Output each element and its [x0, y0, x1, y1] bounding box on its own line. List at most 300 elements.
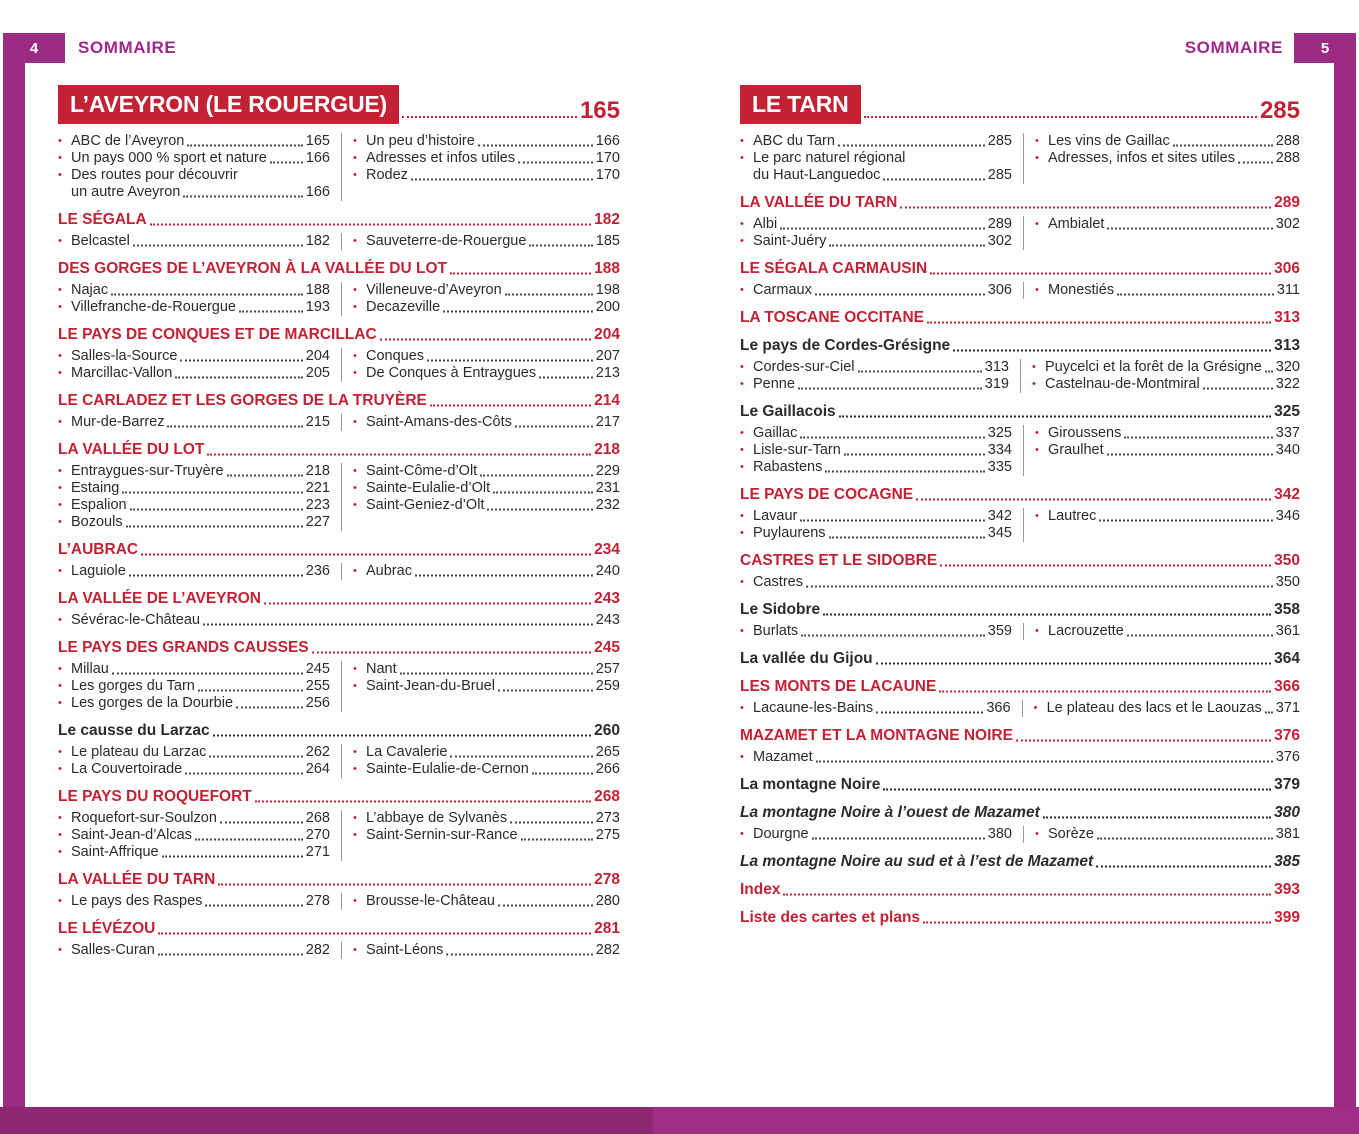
- dotted-leader: [510, 822, 593, 824]
- dotted-leader: [498, 905, 593, 907]
- entry-column-right: [341, 282, 620, 316]
- dotted-leader: [900, 207, 1271, 209]
- toc-entry: [1035, 508, 1300, 525]
- section-title: LE LÉVÉZOU: [58, 920, 156, 937]
- entry-page: 285: [987, 167, 1012, 183]
- dotted-leader: [205, 905, 302, 907]
- toc-entry-block: [740, 749, 1300, 766]
- dotted-leader: [213, 735, 592, 737]
- footer-bar-right: [653, 1107, 1359, 1134]
- dotted-leader: [312, 652, 591, 654]
- bullet-icon: •: [1035, 284, 1039, 296]
- toc-entry: [353, 563, 620, 580]
- toc-entry: [58, 365, 330, 382]
- section-title: LE PAYS DE CONQUES ET DE MARCILLAC: [58, 326, 377, 343]
- toc-entry: [58, 661, 330, 678]
- dotted-leader: [539, 377, 593, 379]
- toc-entry: [58, 133, 330, 150]
- bullet-icon: •: [58, 895, 62, 907]
- entry-label: Lacaune-les-Bains: [753, 700, 874, 716]
- dotted-leader: [838, 145, 985, 147]
- dotted-leader: [218, 884, 591, 886]
- bullet-icon: •: [1035, 152, 1039, 164]
- toc-entry: [353, 744, 620, 761]
- toc-entry-block: [58, 233, 620, 250]
- entry-label: La Couvertoirade: [71, 761, 183, 777]
- section-header: [58, 210, 620, 229]
- toc-entry: [1035, 133, 1300, 150]
- entry-column-left: [740, 425, 1023, 476]
- entry-column-right: [341, 893, 620, 910]
- toc-entry: [353, 761, 620, 778]
- bullet-icon: •: [740, 702, 744, 714]
- bullet-icon: •: [740, 444, 744, 456]
- bullet-icon: •: [1035, 444, 1039, 456]
- entry-page: 257: [595, 661, 620, 677]
- entry-label: Roquefort-sur-Soulzon: [71, 810, 217, 826]
- dotted-leader: [380, 339, 591, 341]
- entry-label: Giroussens: [1048, 425, 1122, 441]
- entry-label: Sorèze: [1048, 826, 1094, 842]
- entry-label: Sauveterre-de-Rouergue: [366, 233, 527, 249]
- entry-page: 223: [305, 497, 330, 513]
- toc-entry: [353, 942, 620, 959]
- toc-entry-continuation: [740, 167, 1012, 184]
- entry-page: 193: [305, 299, 330, 315]
- toc-entry: [740, 216, 1012, 233]
- dotted-leader: [812, 838, 985, 840]
- dotted-leader: [180, 360, 302, 362]
- entry-column-right: [1020, 359, 1300, 393]
- toc-entry: [353, 827, 620, 844]
- section-page: 385: [1274, 853, 1300, 870]
- section-page: 380: [1274, 804, 1300, 821]
- toc-entry: [58, 744, 330, 761]
- dotted-leader: [1043, 817, 1271, 819]
- bullet-icon: •: [353, 746, 357, 758]
- entry-page: 322: [1275, 376, 1300, 392]
- chapter-page: 165: [579, 97, 620, 124]
- entry-page: 264: [305, 761, 330, 777]
- entry-label: Graulhet: [1048, 442, 1104, 458]
- entry-page: 275: [595, 827, 620, 843]
- dotted-leader: [1203, 388, 1273, 390]
- bullet-icon: •: [353, 482, 357, 494]
- bullet-icon: •: [353, 284, 357, 296]
- section-title: Le Gaillacois: [740, 403, 836, 420]
- toc-entry-block: [740, 508, 1300, 542]
- section-title: LA VALLÉE DU TARN: [58, 871, 216, 888]
- entry-page: 319: [984, 376, 1009, 392]
- toc-entry-block: [58, 282, 620, 316]
- section-title: Index: [740, 881, 781, 898]
- bullet-icon: •: [58, 499, 62, 511]
- dotted-leader: [518, 162, 593, 164]
- dotted-leader: [220, 822, 303, 824]
- entry-page: 273: [595, 810, 620, 826]
- section-page: 289: [1274, 194, 1300, 211]
- entry-column-right: [1022, 700, 1300, 717]
- toc-entry: [58, 282, 330, 299]
- entry-page: 231: [595, 480, 620, 496]
- toc-entry: [58, 827, 330, 844]
- entry-label: Saint-Côme-d’Olt: [366, 463, 478, 479]
- toc-entry: [58, 761, 330, 778]
- section-page: 364: [1274, 650, 1300, 667]
- dotted-leader: [515, 426, 593, 428]
- entry-label: Lavaur: [753, 508, 798, 524]
- section-header: [740, 726, 1300, 745]
- section-header: [740, 402, 1300, 421]
- entry-page: 270: [305, 827, 330, 843]
- entry-column-left: [740, 133, 1023, 184]
- bullet-icon: •: [740, 576, 744, 588]
- section-header: [740, 880, 1300, 899]
- entry-page: 236: [305, 563, 330, 579]
- entry-label: Saint-Affrique: [71, 844, 159, 860]
- section-title: MAZAMET ET LA MONTAGNE NOIRE: [740, 727, 1013, 744]
- dotted-leader: [183, 196, 302, 198]
- bullet-icon: •: [353, 763, 357, 775]
- right-page-number-badge: 5: [1294, 33, 1356, 63]
- bullet-icon: •: [58, 516, 62, 528]
- entry-column-left: [58, 282, 341, 316]
- section-header: [58, 638, 620, 657]
- bullet-icon: •: [58, 169, 62, 181]
- section-header: [740, 803, 1300, 822]
- toc-entry: [740, 459, 1012, 476]
- dotted-leader: [783, 894, 1271, 896]
- bullet-icon: •: [58, 465, 62, 477]
- left-accent-bar: [3, 33, 25, 1134]
- toc-entry: [58, 480, 330, 497]
- entry-label: Villefranche-de-Rouergue: [71, 299, 236, 315]
- entry-label: Marcillac-Vallon: [71, 365, 173, 381]
- entry-page: 188: [305, 282, 330, 298]
- entry-page: 166: [595, 133, 620, 149]
- toc-entry-block: [58, 133, 620, 201]
- section-title: L’AUBRAC: [58, 541, 139, 558]
- toc-entry: [58, 150, 330, 167]
- entry-page: 271: [305, 844, 330, 860]
- toc-entry: [58, 497, 330, 514]
- entry-page: 232: [595, 497, 620, 513]
- entry-label: Les gorges du Tarn: [71, 678, 195, 694]
- section-title: LE CARLADEZ ET LES GORGES DE LA TRUYÈRE: [58, 392, 427, 409]
- entry-page: 380: [987, 826, 1012, 842]
- entry-column-right: [1023, 623, 1300, 640]
- dotted-leader: [806, 586, 1273, 588]
- entry-page: 207: [595, 348, 620, 364]
- section-title: LES MONTS DE LACAUNE: [740, 678, 937, 695]
- dotted-leader: [1127, 635, 1273, 637]
- entry-column-right: [341, 133, 620, 201]
- entry-column-left: [58, 810, 341, 861]
- section-header: [58, 259, 620, 278]
- bullet-icon: •: [1035, 828, 1039, 840]
- entry-page: 243: [595, 612, 620, 628]
- bullet-icon: •: [58, 416, 62, 428]
- toc-entry: [58, 514, 330, 531]
- toc-entry: [58, 810, 330, 827]
- section-page: 268: [594, 788, 620, 805]
- entry-label: Sainte-Eulalie-de-Cernon: [366, 761, 529, 777]
- toc-entry: [353, 480, 620, 497]
- dotted-leader: [1097, 838, 1273, 840]
- entry-label: Bozouls: [71, 514, 123, 530]
- bullet-icon: •: [353, 301, 357, 313]
- entry-label: Le plateau du Larzac: [71, 744, 207, 760]
- entry-column-left: [58, 563, 341, 580]
- entry-page: 200: [595, 299, 620, 315]
- section-page: 376: [1274, 727, 1300, 744]
- toc-entry: [353, 414, 620, 431]
- entry-label: Saint-Léons: [366, 942, 444, 958]
- section-title: La montagne Noire: [740, 776, 881, 793]
- entry-page: 289: [987, 216, 1012, 232]
- dotted-leader: [800, 520, 984, 522]
- dotted-leader: [158, 933, 591, 935]
- left-page-number-badge: 4: [3, 33, 65, 63]
- dotted-leader: [236, 707, 303, 709]
- dotted-leader: [150, 224, 591, 226]
- bullet-icon: •: [58, 763, 62, 775]
- entry-label: Les gorges de la Dourbie: [71, 695, 234, 711]
- entry-label: De Conques à Entraygues: [366, 365, 537, 381]
- entry-column-right: [341, 744, 620, 778]
- bullet-icon: •: [740, 218, 744, 230]
- entry-page: 205: [305, 365, 330, 381]
- bullet-icon: •: [58, 680, 62, 692]
- section-page: 393: [1274, 881, 1300, 898]
- entry-column-left: [740, 216, 1023, 250]
- entry-page: 165: [305, 133, 330, 149]
- dotted-leader: [487, 509, 592, 511]
- entry-label: Saint-Amans-des-Côts: [366, 414, 512, 430]
- toc-entry: [353, 661, 620, 678]
- entry-page: 320: [1275, 359, 1300, 375]
- entry-label: Sévérac-le-Château: [71, 612, 200, 628]
- entry-page: 302: [987, 233, 1012, 249]
- dotted-leader: [158, 954, 303, 956]
- section-header: [740, 336, 1300, 355]
- bullet-icon: •: [58, 846, 62, 858]
- section-page: 260: [594, 722, 620, 739]
- bullet-icon: •: [1031, 378, 1036, 390]
- toc-entry: [740, 749, 1300, 766]
- section-title: LA VALLÉE DU TARN: [740, 194, 898, 211]
- entry-page: 334: [987, 442, 1012, 458]
- toc-entry-block: [58, 893, 620, 910]
- bullet-icon: •: [353, 135, 357, 147]
- bullet-icon: •: [353, 235, 357, 247]
- section-page: 243: [594, 590, 620, 607]
- entry-column-right: [341, 233, 620, 250]
- dotted-leader: [1099, 520, 1272, 522]
- section-page: 182: [594, 211, 620, 228]
- dotted-leader: [1265, 712, 1273, 714]
- toc-entry: [353, 150, 620, 167]
- toc-entry: [740, 150, 1012, 167]
- section-header: [740, 649, 1300, 668]
- section-title: LA VALLÉE DU LOT: [58, 441, 205, 458]
- dotted-leader: [498, 690, 593, 692]
- entry-label: Decazeville: [366, 299, 441, 315]
- toc-entry: [1035, 282, 1300, 299]
- entry-column-left: [58, 942, 341, 959]
- chapter-title: LE TARN: [740, 85, 861, 124]
- toc-entry-block: [740, 133, 1300, 184]
- chapter-header: [740, 85, 1300, 124]
- entry-page: 346: [1275, 508, 1300, 524]
- toc-entry-block: [58, 348, 620, 382]
- entry-label: Adresses et infos utiles: [366, 150, 516, 166]
- entry-column-left: [740, 623, 1023, 640]
- toc-entry-block: [740, 574, 1300, 591]
- toc-entry: [740, 826, 1012, 843]
- bullet-icon: •: [58, 350, 62, 362]
- dotted-leader: [829, 245, 984, 247]
- entry-label: Le parc naturel régional: [753, 150, 906, 166]
- entry-page: 227: [305, 514, 330, 530]
- entry-column-left: [58, 414, 341, 431]
- toc-entry: [740, 508, 1012, 525]
- bullet-icon: •: [353, 465, 357, 477]
- toc-entry: [58, 463, 330, 480]
- section-header: [58, 721, 620, 740]
- toc-entry: [58, 942, 330, 959]
- toc-entry: [58, 678, 330, 695]
- bullet-icon: •: [58, 697, 62, 709]
- dotted-leader: [864, 116, 1257, 118]
- entry-page: 215: [305, 414, 330, 430]
- entry-page: 282: [305, 942, 330, 958]
- toc-entry-block: [740, 282, 1300, 299]
- dotted-leader: [883, 179, 984, 181]
- toc-entry-block: [740, 700, 1300, 717]
- toc-entry-block: [740, 623, 1300, 640]
- dotted-leader: [185, 773, 303, 775]
- toc-entry-block: [740, 826, 1300, 843]
- toc-entry: [353, 348, 620, 365]
- toc-entry: [353, 497, 620, 514]
- dotted-leader: [430, 405, 591, 407]
- entry-page: 302: [1275, 216, 1300, 232]
- dotted-leader: [1124, 437, 1272, 439]
- toc-entry: [1035, 216, 1300, 233]
- bullet-icon: •: [353, 499, 357, 511]
- entry-label: L’abbaye de Sylvanès: [366, 810, 508, 826]
- section-page: 234: [594, 541, 620, 558]
- toc-entry: [58, 167, 330, 184]
- toc-entry: [740, 700, 1011, 717]
- section-header: [58, 325, 620, 344]
- entry-column-left: [58, 661, 341, 712]
- section-title: Le pays de Cordes-Grésigne: [740, 337, 951, 354]
- entry-page: 280: [595, 893, 620, 909]
- section-page: 399: [1274, 909, 1300, 926]
- entry-column-right: [1023, 216, 1300, 250]
- toc-entry: [740, 425, 1012, 442]
- chapter-page: 285: [1259, 97, 1300, 124]
- entry-label: Ambialet: [1048, 216, 1105, 232]
- bullet-icon: •: [58, 829, 62, 841]
- section-header: [740, 775, 1300, 794]
- entry-page: 306: [987, 282, 1012, 298]
- dotted-leader: [883, 789, 1271, 791]
- bullet-icon: •: [1033, 702, 1038, 714]
- entry-label: Penne: [753, 376, 795, 392]
- page-left-toc: [58, 85, 620, 961]
- bullet-icon: •: [740, 461, 744, 473]
- dotted-leader: [443, 311, 593, 313]
- section-title: Liste des cartes et plans: [740, 909, 921, 926]
- entry-column-right: [1023, 425, 1300, 476]
- dotted-leader: [141, 554, 591, 556]
- bullet-icon: •: [1035, 135, 1039, 147]
- dotted-leader: [829, 537, 985, 539]
- bullet-icon: •: [740, 152, 744, 164]
- entry-column-right: [341, 942, 620, 959]
- entry-column-left: [740, 359, 1020, 393]
- section-header: [58, 440, 620, 459]
- dotted-leader: [876, 663, 1271, 665]
- dotted-leader: [402, 116, 577, 118]
- toc-entry-block: [740, 359, 1300, 393]
- entry-page: 256: [305, 695, 330, 711]
- entry-label: Mazamet: [753, 749, 813, 765]
- entry-label: Mur-de-Barrez: [71, 414, 165, 430]
- entry-label: Estaing: [71, 480, 120, 496]
- entry-column-right: [1023, 826, 1300, 843]
- toc-entry-continuation: [58, 184, 330, 201]
- section-title: LE PAYS DES GRANDS CAUSSES: [58, 639, 309, 656]
- dotted-leader: [227, 475, 303, 477]
- toc-entry: [58, 414, 330, 431]
- entry-page: 265: [595, 744, 620, 760]
- entry-page: 337: [1275, 425, 1300, 441]
- dotted-leader: [446, 954, 592, 956]
- entry-label: Lacrouzette: [1048, 623, 1124, 639]
- dotted-leader: [126, 526, 303, 528]
- entry-page: 311: [1276, 282, 1300, 298]
- section-page: 204: [594, 326, 620, 343]
- section-page: 245: [594, 639, 620, 656]
- toc-entry: [58, 233, 330, 250]
- toc-entry: [1032, 376, 1300, 393]
- bullet-icon: •: [353, 680, 357, 692]
- entry-label: Puylaurens: [753, 525, 826, 541]
- toc-entry: [58, 612, 620, 629]
- dotted-leader: [927, 322, 1271, 324]
- entry-label: Nant: [366, 661, 397, 677]
- bullet-icon: •: [58, 301, 62, 313]
- entry-column-right: [341, 463, 620, 531]
- dotted-leader: [876, 712, 983, 714]
- section-page: 313: [1274, 337, 1300, 354]
- toc-entry: [740, 574, 1300, 591]
- entry-column-right: [1023, 133, 1300, 184]
- entry-page: 185: [595, 233, 620, 249]
- toc-entry: [740, 525, 1012, 542]
- entry-label: Burlats: [753, 623, 799, 639]
- entry-column-left: [58, 744, 341, 778]
- section-page: 358: [1274, 601, 1300, 618]
- page-right-toc: [740, 85, 1300, 931]
- toc-entry: [740, 623, 1012, 640]
- entry-page: 285: [987, 133, 1012, 149]
- entry-page: 198: [595, 282, 620, 298]
